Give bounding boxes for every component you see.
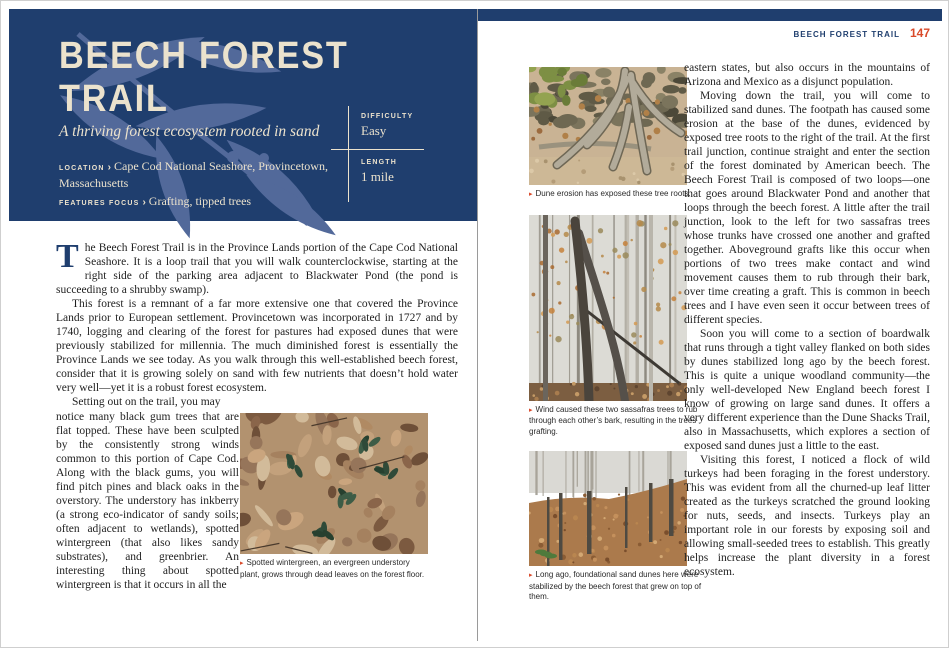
drop-cap: T (56, 238, 79, 275)
location-row (59, 159, 347, 191)
photo-caption (240, 558, 430, 580)
arrow-icon: › (107, 162, 111, 173)
stabilized-dunes-photo (529, 451, 687, 566)
caption-bullet-icon: ▸ (240, 560, 244, 567)
leaf-litter-photo (240, 413, 428, 554)
caption-text: Long ago, foundational sand dunes here were stabilized by the beech forest that grew on top of them. (529, 570, 702, 601)
paragraph-text: he Beech Forest Trail is in the Province Lands portion of the Cape Cod National Seashore. It is a loop trail that you will walk counterclockwise, starting at the right side of the parking area adjacent to Blackwater Pond (the pond is succeeding to a shrubby swamp). (56, 242, 458, 296)
caption-text: Dune erosion has exposed these tree roots. (535, 189, 691, 198)
features-row (59, 194, 347, 211)
sassafras-trees-photo (529, 215, 687, 401)
caption-bullet-icon: ▸ (529, 191, 533, 198)
trail-meta (59, 159, 347, 211)
features-value: Grafting, tipped trees (148, 194, 252, 208)
chapter-title-line2: TRAIL (59, 78, 169, 120)
body-paragraph: notice many black gum trees that are flat topped. These have been sculpted by the consistently strong winds common to this portion of Cape Cod. Along with the black gums, you will find pitch pines and black oaks in the overstory. The understory has inkberry (a strong eco-indicator of sandy soils; often adjacent to wetlands), spotted wintergreen (that also likes sandy substrates), and greenbrier. An interesting thing about spotted wintergreen is that it occurs in all the (56, 411, 239, 591)
difficulty-label: DIFFICULTY (361, 113, 414, 120)
body-paragraph (56, 238, 458, 297)
body-paragraph: Visiting this forest, I noticed a flock of wild turkeys had been foraging in the forest understory. This was evident from all the churned-up leaf litter created as the turkeys scratched the ground looking for nuts, seeds, and insects. Turkeys play an important role in our forests by exposing soil and allowing small-seeded trees to establish. This greatly helps increase the plant diversity in a forest ecosystem. (684, 454, 930, 578)
caption-text: Spotted wintergreen, an evergreen understory plant, grows through dead leaves on the forest floor. (240, 558, 425, 579)
leaf-litter-figure (240, 413, 430, 592)
chapter-title-line1: BEECH FOREST (59, 35, 349, 77)
body-paragraph: Setting out on the trail, you may (72, 396, 221, 408)
chapter-subtitle: A thriving forest ecosystem rooted in sand (59, 123, 320, 140)
page-top-bar (478, 9, 942, 21)
length-label: LENGTH (361, 159, 397, 166)
body-paragraph: eastern states, but also occurs in the mountains of Arizona and Mexico as a disjunct population. (684, 62, 930, 88)
difficulty-stat (361, 113, 413, 139)
caption-bullet-icon: ▸ (529, 572, 533, 579)
body-paragraph: This forest is a remnant of a far more extensive one that covered the Province Lands prior to European settlement. Provincetown was incorporated in 1727 and by 1740, logging and clearing of the forest for pastures had exposed dunes that were previously stabilized for millennia. The much diminished forest is essentially the Province Lands we see today. As you walk through this well-established beech forest, consider that it is growing solely on sand with few nutrients that doesn’t hold water very well—yet it is a robust forest ecosystem. (56, 298, 458, 394)
page-gutter (477, 9, 478, 641)
page-number: 147 (909, 26, 930, 40)
body-paragraph: Soon you will come to a section of boardwalk that runs through a tight valley flanked on both sides by dunes stabilized long ago by the beech forest. This is quite a unique woodland community—the only well-developed New England beech forest I know of growing on large sand dunes. It offers a very different experience than the Dune Shacks Trail, also in Massachusetts, which explores a section of exposed sand dunes just a little to the east. (684, 328, 930, 452)
right-page-body (684, 61, 930, 579)
arrow-icon: › (142, 197, 146, 208)
difficulty-value: Easy (361, 123, 387, 138)
dune-roots-photo (529, 67, 687, 185)
caption-bullet-icon: ▸ (529, 406, 533, 414)
chapter-title (59, 35, 349, 121)
body-paragraph: Moving down the trail, you will come to stabilized sand dunes. The footpath has caused some erosion at the base of the dunes, evidenced by exposed tree roots to the right of the trail. At the first trail junction, continue straight and enter the section of the forest dominated by American beech. The Beech Forest Trail is composed of two loops—one that goes around Blackwater Pond and another that loops through the beech forest. A little after the trail junction, look to the left for two sassafras trees whose trunks have crossed one another and grafted together. Aboveground grafts like this occur when portions of two trees make contact and wind movement causes them to rub through their bark, over time creating a graft. This is common in beech trees and I have even seen it occur between trees of different species. (684, 90, 930, 326)
running-header-title: BEECH FOREST TRAIL (793, 30, 900, 39)
stats-horizontal-rule (331, 149, 424, 150)
location-value: Cape Cod National Seashore, Provincetown, Massachusetts (59, 159, 328, 190)
caption-text: Wind caused these two sassafras trees to rub through each other’s bark, resulting in the trees grafting. (529, 404, 698, 436)
left-page-body (56, 238, 458, 592)
length-value: 1 mile (361, 169, 394, 184)
chapter-header (9, 9, 477, 221)
length-stat (361, 159, 397, 185)
stats-vertical-rule (348, 106, 349, 202)
features-label: FEATURES FOCUS (59, 200, 140, 207)
location-label: LOCATION (59, 165, 105, 172)
text-photo-row (56, 410, 458, 592)
running-header (684, 26, 930, 40)
